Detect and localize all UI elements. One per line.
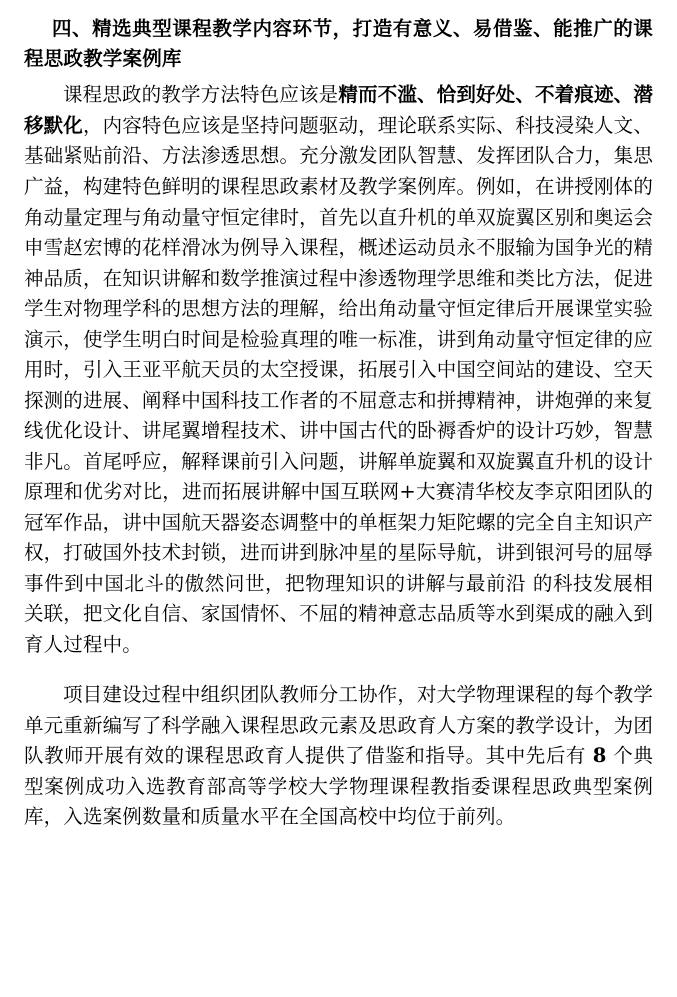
body-text-run: 课程思政的教学方法特色应该是: [63, 83, 339, 107]
body-text-run: ，内容特色应该是坚持问题驱动，理论联系实际、科技浸染人文、基础紧贴前沿、方法渗透思想。充分激发团队智慧、发挥团队合力，集思广益，构建特色鲜明的课程思政素材及教学案例库。例如，在讲授刚体的角动量定理与角动量守恒定律时，首先以直升机的单双旋翼区别和奥运会申雪赵宏博的花样滑冰为例导入课程，概述运动员永不服输为国争光的精神品质，在知识讲解和数学推演过程中渗透物理学思维和类比方法，促进学生对物理学科的思想方法的理解，给出角动量守恒定律后开展课堂实验演示，使学生明白时间是检验真理的唯一标准，讲到角动量守恒定律的应用时，引入王亚平航天员的太空授课，拓展引入中国空间站的建设、空天探测的进展、阐释中国科技工作者的不屈意志和拼搏精神，讲炮弹的来复线优化设计、讲尾翼增程技术、讲中国古代的卧褥香炉的设计巧妙，智慧非凡。首尾呼应，解释课前引入问题，讲解单旋翼和双旋翼直升机的设计原理和优劣对比，进而拓展讲解中国互联网+大赛清华校友李京阳团队的冠军作品，讲中国航天器姿态调整中的单框架力矩陀螺的完全自主知识产权，打破国外技术封锁，进而讲到脉冲星的星际导航，讲到银河号的屈辱事件到中国北斗的傲然问世，把物理知识的讲解与最前沿 的科技发展相关联，把文化自信、家国情怀、不屈的精神意志品质等水到渠成的融入到育人过程中。: [24, 113, 653, 656]
emphasis-text: 8: [592, 744, 607, 768]
emphasis-text: 精而不滥、恰到好处、不着痕迹、潜移默化: [24, 83, 653, 137]
body-paragraph: [24, 680, 653, 833]
section-heading: 四、精选典型课程教学内容环节，打造有意义、易借鉴、能推广的课程思政教学案例库: [24, 17, 653, 71]
body-paragraph: [24, 80, 653, 660]
body-text-run: 个典型案例成功入选教育部高等学校大学物理课程教指委课程思政典型案例库，入选案例数量和质量水平在全国高校中均位于前列。: [24, 744, 653, 829]
document-body: [24, 80, 653, 832]
body-text-run: 项目建设过程中组织团队教师分工协作，对大学物理课程的每个教学单元重新编写了科学融入课程思政元素及思政育人方案的教学设计，为团队教师开展有效的课程思政育人提供了借鉴和指导。其中先后有: [24, 683, 653, 768]
